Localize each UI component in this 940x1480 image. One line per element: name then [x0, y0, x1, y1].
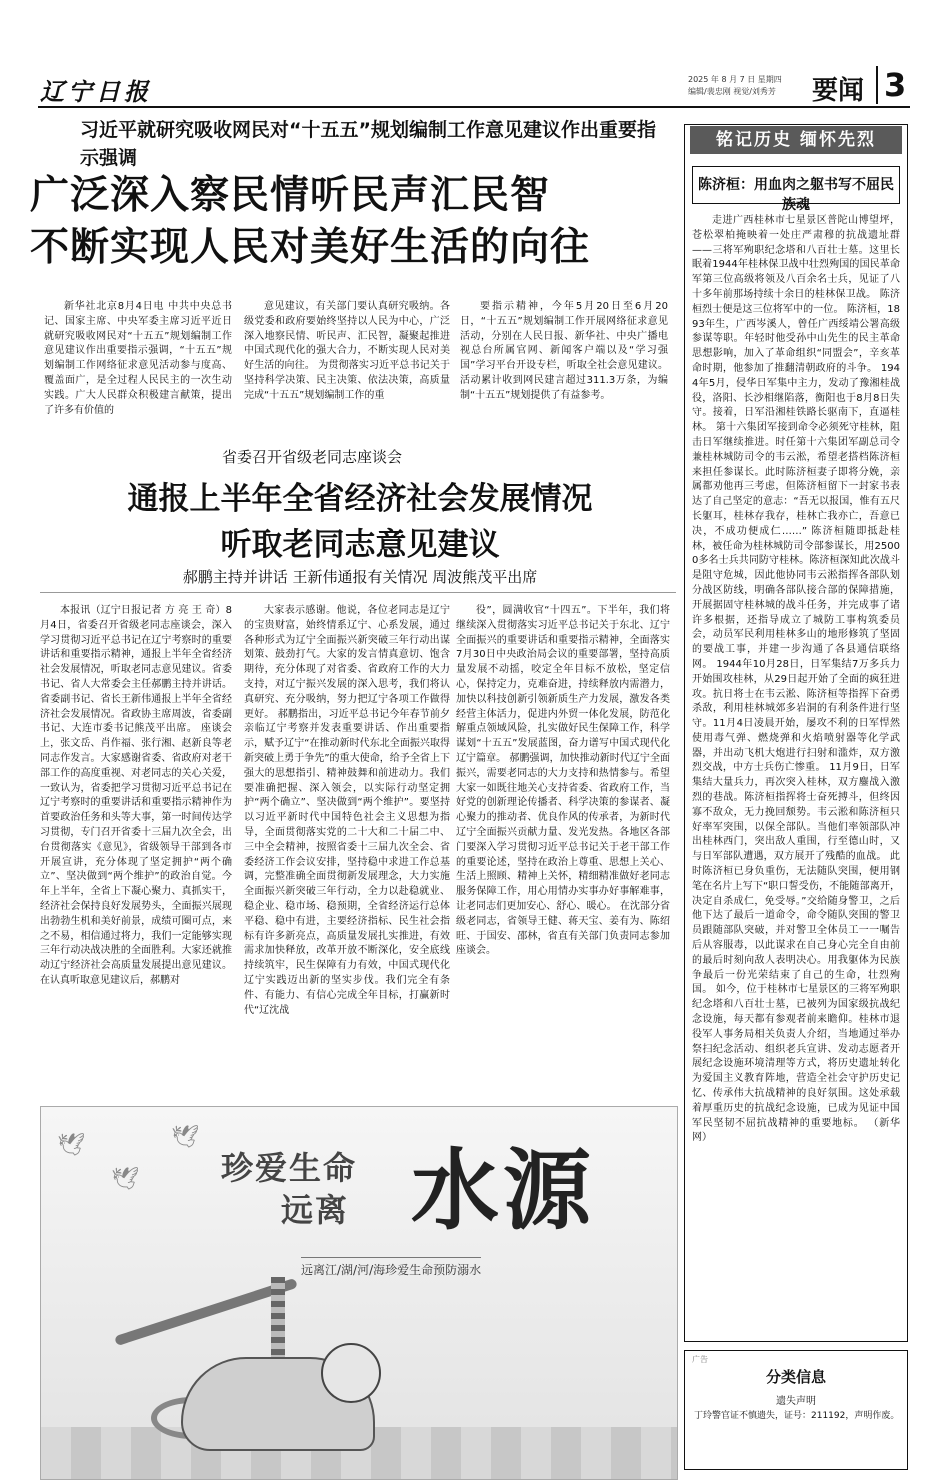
- second-headline: [40, 476, 680, 568]
- second-article-col-2: 大家表示感谢。他说，各位老同志是辽宁的宝贵财富，始终情系辽宁、心系发展，通过各种形式为辽宁全面振兴新突破三年行动出谋划策、鼓劲打气。大家的发言情真意切、饱含期待，充分体现了对省委、省政府工作的大力支持，对辽宁振兴发展的深入思考，我们将认真研究、充分吸纳，努力把辽宁各项工作做得更好。 郝鹏指出，习近平总书记今年春节前夕亲临辽宁考察并发表重要讲话、作出重要指示，赋予辽宁“在推动新时代东北全面振兴取得新突破上勇于争先”的重大使命，给予全省上下强大的思想指引、精神鼓舞和前进动力。我们要准确把握、深入领会，以实际行动坚定拥护“两个确立”、坚决做到“两个维护”。要坚持以习近平新时代中国特色社会主义思想为指导，全面贯彻落实党的二十大和二十届二中、三中全会精神，按照省委十三届九次全会、省委经济工作会议安排，坚持稳中求进工作总基调，完整准确全面贯彻新发展理念，大力实施全面振兴新突破三年行动，全力以赴稳就业、稳企业、稳市场、稳预期，全省经济运行总体平稳、稳中有进，主要经济指标、民生社会指标有许多新亮点，高质量发展扎实推进，有效需求加快释放，改革开放不断深化，安全底线持续筑牢，民生保障有力有效，中国式现代化辽宁实践迈出新的坚实步伐。我们完全有条件、有能力、有信心完成全年目标，打赢新时代“辽沈战: [244, 605, 450, 1016]
- masthead-rule: [38, 106, 910, 108]
- newspaper-logo: 辽宁日报: [40, 77, 152, 106]
- classifieds-subtitle: 遗失声明: [776, 1396, 816, 1407]
- poster-slogan: 远离江/湖/河/海珍爱生命预防溺水: [301, 1257, 481, 1278]
- page-number: 3: [876, 66, 906, 104]
- dove-icon: 🕊: [57, 1133, 85, 1158]
- main-headline-line-1: 广泛深入察民情听民声汇民智: [30, 173, 551, 218]
- main-headline-line-2: 不断实现人民对美好生活的向往: [30, 225, 591, 270]
- dateline: [688, 74, 782, 98]
- classifieds-title: 分类信息: [765, 1368, 826, 1386]
- section-name: 要闻: [812, 76, 865, 106]
- sidebar-title: 陈济桓：用血肉之躯书写不屈民族魂: [698, 177, 894, 213]
- dove-icon: 🕊: [171, 1125, 199, 1150]
- main-kicker: 习近平就研究吸收网民对“十五五”规划编制工作意见建议作出重要指示强调: [80, 119, 656, 169]
- poster-line-1: 珍爱生命: [221, 1149, 358, 1187]
- ad-tag: 广告: [692, 1355, 708, 1364]
- dateline-date: 2025 年 8 月 7 日 星期四: [688, 75, 782, 84]
- main-article-col-3: 要指示精神，今年5月20日至6月20日，“十五五”规划编制工作开展网络征求意见活动，分别在人民日报、新华社、中央广播电视总台所属官网、新闻客户端以及“学习强国”学习平台开设专栏，听取全社会意见建议。活动累计收到网民建言超过311.3万条，为编制“十五五”规划提供了有益参考。: [460, 301, 668, 401]
- second-kicker: 省委召开省级老同志座谈会: [222, 448, 403, 466]
- main-article-col-1: 新华社北京8月4日电 中共中央总书记、国家主席、中央军委主席习近平近日就研究吸收网民对“十五五”规划编制工作意见建议作出重要指示强调，“十五五”规划编制工作网络征求意见活动参与度高、覆盖面广，是全过程人民民主的一次生动实践。广大人民群众积极建言献策，提出了许多有价值的: [44, 301, 232, 416]
- sidebar-body: 走进广西桂林市七星景区普陀山博望坪，苍松翠柏掩映着一处庄严肃穆的抗战遗址群——三将军殉职纪念塔和八百壮士墓。这里长眠着1944年桂林保卫战中壮烈殉国的国民革命军第三位高级将领及八百余名士兵，见证了八十多年前那场持续十余日的桂林保卫战。 陈济桓烈士便是这三位将军中的一位。 陈济桓，1893年生，广西岑溪人，曾任广西绥靖公署高级参谋等职。年轻时他受孙中山先生的民主革命思想影响，加入了革命组织“同盟会”，辛亥革命时期，他参加了推翻清朝政府的斗争。 1944年5月，侵华日军集中主力，发动了豫湘桂战役，洛阳、长沙相继陷落，衡阳也于8月8日失守。接着，日军沿湘桂铁路长驱南下，直逼桂林。 第十六集团军接到命令必须死守桂林，阻击日军继续推进。时任第十六集团军副总司令兼桂林城防司令的韦云淞，希望老搭档陈济桓来担任参谋长。此时陈济桓妻子即将分娩，亲属都劝他再三考虑，但陈济桓留下一封家书表达了自己坚定的意志：“吾无以报国，惟有五尺长躯耳，桂林存我存，桂林亡我亦亡，吾意已决，不成功便成仁……” 陈济桓随即抵赴桂林，被任命为桂林城防司令部参谋长，用25000多名士兵共同防守桂林。陈济桓深知此次战斗是阻守危城，因此他协同韦云淞指挥各部队划分战区防线，明确各部队接合部的保障措施，开展据固守桂林城的战斗任务，并完成事了诸许多根据，还指导成立了城防工事构筑委员会，动员军民利用桂林多山的地形修筑了坚固的要战工事，并建一步沟通了各县通信联络网。 1944年10月28日，日军集结7万多兵力开始围攻桂林，从29日起开始了全面的疯狂进攻。抗日将士在韦云淞、陈济桓等指挥下奋勇杀敌，利用桂林城郊多岩洞的有利条件进行坚守。11月4日凌晨开始，屡攻不利的日军悍然使用毒气弹、燃烧弹和火焰喷射器等化学武器，并出动飞机大炮进行扫射和滥炸，双方激烈交战，中方士兵伤亡惨重。 11月9日，日军集结大量兵力，再次突入桂林，双方鏖战入激烈的巷战。陈济桓指挥将士奋死搏斗，但终因寡不敌众，无力挽回颓势。韦云淞和陈济桓只好率军突围，以保全部队。当他们率领部队冲出桂林西门，突出敌人重围，行至德山时，又与日军部队遭遇，双方展开了残酷的血战。 此时陈济桓已身负重伤，无法随队突围，便用钢笔在名片上写下“职口誓受伤，不能随部离开，决定自杀成仁，免受辱。”交给随身警卫，之后他下达了最后一道命令，命令随队突围的警卫员跟随部队突破，并对警卫全体员工一一嘱告后从容服毒，以此谋求在自己身心完全自由前的最后时刻向敌人表明决心。用我躯体为民族争最后一份光荣结束了自己的生命，壮烈殉国。 如今，位于桂林市七星景区的三将军殉职纪念塔和八百壮士墓，已被列为国家级抗战纪念设施，每天都有参观者前来瞻仰。桂林市退役军人事务局相关负责人介绍，当地通过举办祭扫纪念活动、组织老兵宣讲、发动志愿者开展纪念设施环境清理等方式，将历史遗址转化为爱国主义教育阵地，营造全社会守护历史记忆、传承伟大抗战精神的良好氛围。这处承载着厚重历史的抗战纪念设施，已成为见证中国军民坚韧不屈抗战精神的重要地标。 （新华网）: [692, 215, 900, 1144]
- second-headline-line-1: 通报上半年全省经济社会发展情况: [127, 481, 593, 517]
- poster-big-word: 水源: [411, 1139, 596, 1242]
- second-rule: [40, 592, 676, 593]
- dove-icon: 🕊: [111, 1167, 139, 1192]
- main-article-col-2: 意见建议，有关部门要认真研究吸纳。各级党委和政府要始终坚持以人民为中心，广泛深入地察民情、听民声、汇民智，凝聚起推进中国式现代化的强大合力，不断实现人民对美好生活的向往。 为贯彻落实习近平总书记关于坚持科学决策、民主决策、依法决策，高质量完成“十五五”规划编制工作的重: [244, 301, 450, 401]
- poster-line-2: 远离: [281, 1191, 350, 1229]
- second-article-col-3: 役”，圆满收官“十四五”。下半年，我们将继续深入贯彻落实习近平总书记关于东北、辽宁全面振兴的重要讲话和重要指示精神，全面落实7月30日中央政治局会议的重要部署，坚持高质量发展不动摇，咬定全年目标不放松，坚定信心，保持定力，克难奋进，持续释放内需潜力，加快以科技创新引领新质生产力发展，激发各类经营主体活力，促进内外贸一体化发展，防范化解重点领域风险，扎实做好民生保障工作，科学谋划“十五五”发展蓝图，奋力谱写中国式现代化辽宁篇章。 郝鹏强调，加快推动新时代辽宁全面振兴，需要老同志的大力支持和热情参与。希望大家一如既往地关心支持省委、省政府工作，当好党的创新理论传播者、科学决策的参谋者、凝心聚力的推动者、优良作风的传承者，为新时代辽宁全面振兴贡献力量、发光发热。各地区各部门要深入学习贯彻习近平总书记关于老干部工作的重要论述，坚持在政治上尊重、思想上关心、生活上照顾、精神上关怀，精细精准做好老同志服务保障工作，用心用情办实事办好事解难事，让老同志们更加安心、舒心、暖心。 在沈部分省级老同志，省领导王健、蒋天宝、姜有为、陈绍旺、于国安、邵林，省直有关部门负责同志参加座谈会。: [456, 605, 670, 957]
- sidebar-banner: 铭记历史 缅怀先烈: [690, 126, 902, 154]
- main-headline: [30, 170, 680, 274]
- child-head-illustration: [321, 1343, 381, 1403]
- classifieds-text: 丁玲警官证不慎遗失，证号：211192，声明作废。: [694, 1411, 900, 1421]
- second-headline-line-2: 听取老同志意见建议: [220, 527, 500, 563]
- drowning-prevention-poster: [40, 1106, 678, 1480]
- dateline-editors: 编辑/裴忠刚 视觉/刘秀芳: [688, 87, 776, 96]
- second-deck: 郝鹏主持并讲话 王新伟通报有关情况 周波熊茂平出席: [182, 568, 538, 586]
- second-article-col-1: 本报讯（辽宁日报记者 方 亮 王 奇）8月4日，省委召开省级老同志座谈会，深入学习贯彻习近平总书记在辽宁考察时的重要讲话和重要指示精神，通报上半年全省经济社会发展情况，听取老同志意见建议。省委书记、省人大常委会主任郝鹏主持并讲话。省委副书记、省长王新伟通报上半年全省经济社会发展情况。省政协主席周波，省委副书记、大连市委书记熊茂平出席。 座谈会上，张文岳、肖作福、张行湘、赵新良等老同志作发言。大家感谢省委、省政府对老干部工作的高度重视、对老同志的关心关爱，一致认为，省委把学习贯彻习近平总书记在辽宁考察时的重要讲话和重要指示精神作为首要政治任务和头等大事，第一时间传达学习贯彻，专门召开省委十三届九次全会，出台贯彻落实《意见》，省级领导干部到各市开展宣讲，充分体现了坚定拥护“两个确立”、坚决做到“两个维护”的政治自觉。今年上半年，全省上下凝心聚力、真抓实干，经济社会保持良好发展势头，全面振兴展现出勃勃生机和美好前景，成绩可圈可点，来之不易，相信通过将力，我们一定能够实现三年行动决战决胜的全面胜利。大家还就推动辽宁经济社会高质量发展提出意见建议。 在认真听取意见建议后，郝鹏对: [40, 605, 232, 986]
